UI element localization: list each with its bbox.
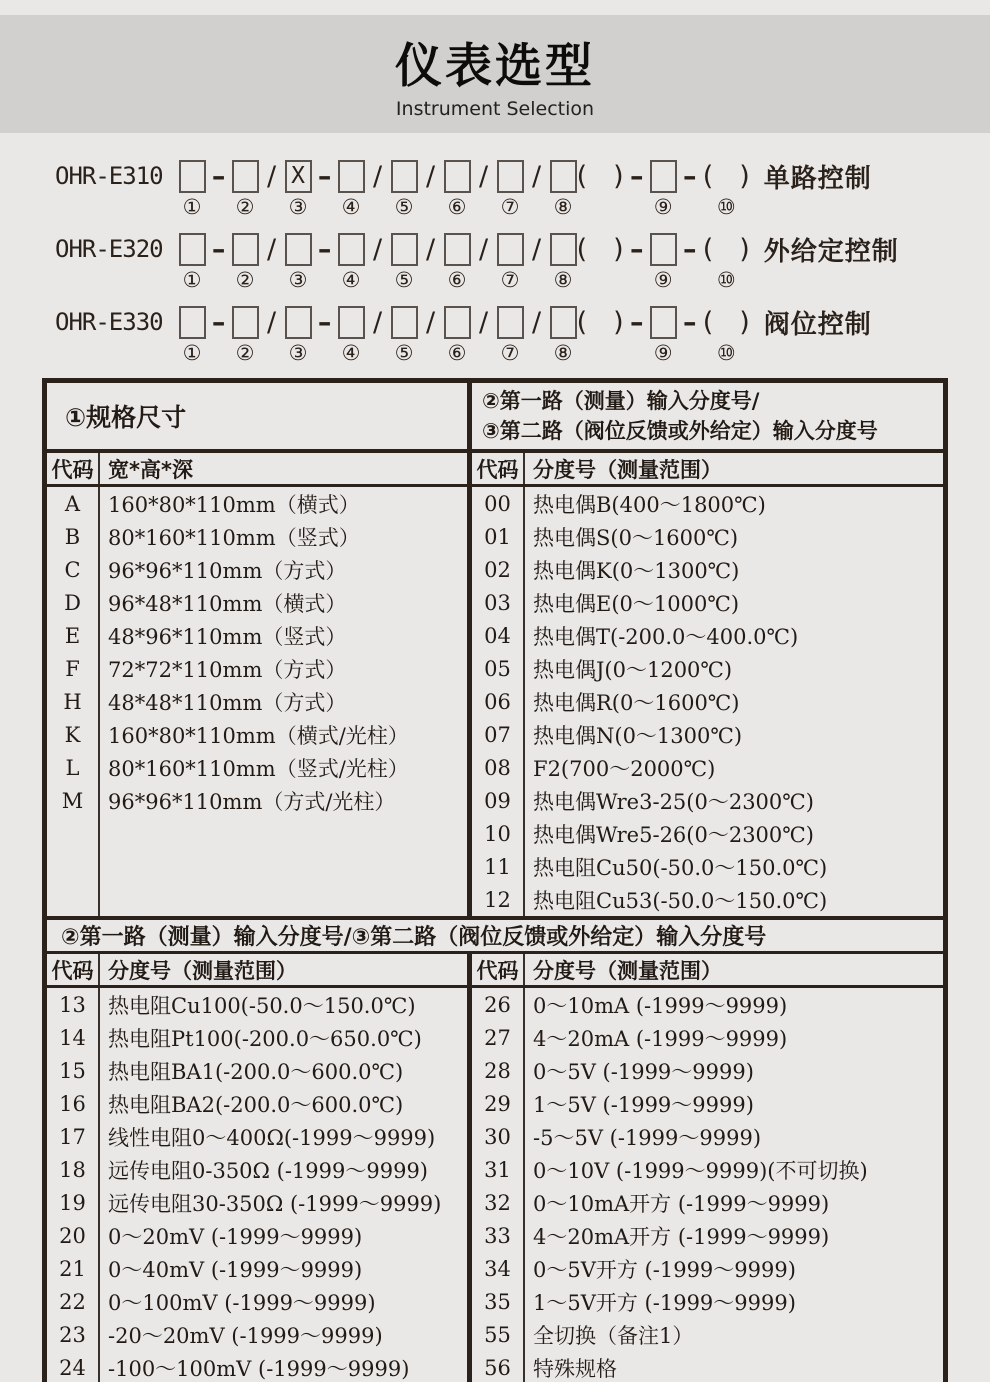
code-box-7: [497, 303, 524, 366]
dash-separator: –: [317, 306, 332, 338]
table-row: [472, 1219, 943, 1252]
slash-separator: /: [373, 306, 383, 338]
table-row: [47, 751, 467, 784]
code-box-2: [232, 157, 259, 220]
model-code-line: [55, 157, 990, 220]
division-range: 热电阻BA1(-200.0～600.0℃): [108, 1059, 404, 1084]
table-row: [472, 1252, 943, 1285]
table-row: [472, 520, 943, 553]
division-code: 32: [472, 1186, 525, 1219]
circled-number: ⑥: [447, 341, 467, 365]
code-box-4: [338, 157, 365, 220]
size-value: 96*96*110mm（方式）: [108, 558, 347, 583]
model-name: OHR-E330: [55, 308, 163, 336]
empty-filler: [47, 817, 467, 916]
paren-group: ( ): [576, 160, 624, 192]
division-range: 远传电阻30-350Ω (-1999～9999): [108, 1191, 442, 1216]
division-code: 27: [472, 1021, 525, 1054]
division-code: 34: [472, 1252, 525, 1285]
division-range: 热电阻Cu53(-50.0～150.0℃): [533, 888, 828, 913]
division-range: -100～100mV (-1999～9999): [108, 1356, 410, 1381]
table-row: [472, 586, 943, 619]
table-row: [472, 751, 943, 784]
division-range: 全切换（备注1）: [533, 1323, 694, 1348]
size-code: C: [47, 553, 100, 586]
slash-separator: /: [373, 160, 383, 192]
division-code: 06: [472, 685, 525, 718]
table-row: [472, 988, 943, 1021]
table-row: [47, 784, 467, 817]
slash-separator: /: [373, 233, 383, 265]
division-range: 热电偶J(0～1200℃): [533, 657, 733, 682]
table-row: [472, 784, 943, 817]
slash-separator: /: [532, 306, 542, 338]
slash-separator: /: [479, 306, 489, 338]
division-range: 热电偶T(-200.0～400.0℃): [533, 624, 799, 649]
division1-rows: [472, 487, 943, 916]
division-range: 0～40mV (-1999～9999): [108, 1257, 363, 1282]
division-code: 09: [472, 784, 525, 817]
division-range: 4～20mA开方 (-1999～9999): [533, 1224, 830, 1249]
subheader-row-1: [47, 453, 943, 487]
size-code: M: [47, 784, 100, 817]
division-range: 热电阻Pt100(-200.0～650.0℃): [108, 1026, 422, 1051]
division-range: 热电偶K(0～1300℃): [533, 558, 740, 583]
division-range: 0～10mA开方 (-1999～9999): [533, 1191, 830, 1216]
col-header-size: 宽*高*深: [108, 457, 193, 482]
division-range: 0～100mV (-1999～9999): [108, 1290, 376, 1315]
size-code: F: [47, 652, 100, 685]
table-row: [47, 1153, 467, 1186]
code-box-3: [285, 303, 312, 366]
paren-group-10: ( ) ⑩: [702, 160, 750, 219]
col-header-code: 代码: [47, 954, 100, 985]
table-row: [47, 619, 467, 652]
division-code: 29: [472, 1087, 525, 1120]
division-code: 56: [472, 1351, 525, 1382]
table-row: [472, 652, 943, 685]
size-code: D: [47, 586, 100, 619]
table-row: [47, 988, 467, 1021]
model-code-line: [55, 303, 990, 366]
circled-number: ①: [182, 268, 202, 292]
table-row: [47, 685, 467, 718]
table-row: [47, 520, 467, 553]
slash-separator: /: [267, 233, 277, 265]
circled-number: ⑦: [500, 268, 520, 292]
circled-number: ⑤: [394, 268, 414, 292]
division-range: 远传电阻0-350Ω (-1999～9999): [108, 1158, 428, 1183]
circled-number: ⑩: [716, 268, 736, 292]
dash-separator: –: [211, 233, 226, 265]
col-header-range: 分度号（测量范围）: [108, 958, 297, 983]
dash-separator: –: [317, 160, 332, 192]
slash-separator: /: [426, 160, 436, 192]
circled-number: ③: [288, 341, 308, 365]
division-code: 15: [47, 1054, 100, 1087]
dash-separator: –: [629, 160, 644, 192]
division-code: 14: [47, 1021, 100, 1054]
slash-separator: /: [426, 306, 436, 338]
code-box-5: [391, 230, 418, 293]
table-row: [472, 1021, 943, 1054]
circled-number: ②: [235, 341, 255, 365]
division-code: 30: [472, 1120, 525, 1153]
dash-separator: –: [211, 160, 226, 192]
division-range: 1～5V (-1999～9999): [533, 1092, 754, 1117]
table-row: [47, 1054, 467, 1087]
division-code: 08: [472, 751, 525, 784]
division-range: 0～10V (-1999～9999)(不可切换): [533, 1158, 868, 1183]
size-value: 80*160*110mm（竖式）: [108, 525, 360, 550]
code-box-7: [497, 230, 524, 293]
table-row: [472, 1153, 943, 1186]
code-box-9: [650, 157, 677, 220]
code-box-6: [444, 230, 471, 293]
division-code: 20: [47, 1219, 100, 1252]
division-range: 热电偶N(0～1300℃): [533, 723, 743, 748]
size-value: 72*72*110mm（方式）: [108, 657, 347, 682]
circled-number: ⑩: [716, 195, 736, 219]
circled-number: ⑩: [716, 341, 736, 365]
dash-separator: –: [211, 306, 226, 338]
col-header-code: 代码: [472, 453, 525, 484]
circled-number: ③: [288, 268, 308, 292]
code-box-6: [444, 303, 471, 366]
size-value: 96*96*110mm（方式/光柱）: [108, 789, 396, 814]
division-code: 16: [47, 1087, 100, 1120]
division-code: 24: [47, 1351, 100, 1382]
table-row: [472, 817, 943, 850]
table-row: [47, 553, 467, 586]
circled-number: ②: [235, 268, 255, 292]
code-box-1: [179, 157, 206, 220]
division-range: 热电阻Cu50(-50.0～150.0℃): [533, 855, 828, 880]
division-range: 0～10mA (-1999～9999): [533, 993, 788, 1018]
division-range: 0～20mV (-1999～9999): [108, 1224, 363, 1249]
division-range: F2(700～2000℃): [533, 756, 716, 781]
division-code: 28: [472, 1054, 525, 1087]
circled-number: ④: [341, 195, 361, 219]
size-value: 48*96*110mm（竖式）: [108, 624, 347, 649]
control-type-label: 外给定控制: [763, 236, 899, 267]
table-row: [472, 487, 943, 520]
division-code: 12: [472, 883, 525, 916]
col-header-range: 分度号（测量范围）: [533, 457, 722, 482]
size-code: K: [47, 718, 100, 751]
section23-banner: ②第一路（测量）输入分度号/③第二路（阀位反馈或外给定）输入分度号: [47, 916, 943, 954]
division-code: 31: [472, 1153, 525, 1186]
division-range: 热电偶Wre3-25(0～2300℃): [533, 789, 814, 814]
circled-number: ⑦: [500, 341, 520, 365]
size-value: 80*160*110mm（竖式/光柱）: [108, 756, 409, 781]
table-row: [47, 1351, 467, 1382]
dash-separator: –: [629, 233, 644, 265]
division-range: 热电阻BA2(-200.0～600.0℃): [108, 1092, 404, 1117]
circled-number: ⑨: [653, 195, 673, 219]
code-box-1: [179, 230, 206, 293]
model-code-line: [55, 230, 990, 293]
col-header-code: 代码: [47, 453, 100, 484]
table-row: [472, 1087, 943, 1120]
division-code: 55: [472, 1318, 525, 1351]
size-code-rows: [47, 487, 467, 817]
division-range: 4～20mA (-1999～9999): [533, 1026, 788, 1051]
code-box-6: [444, 157, 471, 220]
slash-separator: /: [479, 160, 489, 192]
division-range: 热电阻Cu100(-50.0～150.0℃): [108, 993, 416, 1018]
division-code: 23: [47, 1318, 100, 1351]
division-code: 03: [472, 586, 525, 619]
code-box-4: [338, 230, 365, 293]
table-row: [472, 619, 943, 652]
division-code: 19: [47, 1186, 100, 1219]
division-code: 00: [472, 487, 525, 520]
table-row: [47, 1120, 467, 1153]
circled-number: ①: [182, 341, 202, 365]
data-region-2: [47, 988, 943, 1382]
model-name: OHR-E310: [55, 162, 163, 190]
table-row: [472, 883, 943, 916]
division-range: 线性电阻0～400Ω(-1999～9999): [108, 1125, 436, 1150]
size-code: L: [47, 751, 100, 784]
division-code: 35: [472, 1285, 525, 1318]
dash-separator: –: [682, 306, 697, 338]
circled-number: ⑥: [447, 268, 467, 292]
control-type-label: 阀位控制: [763, 309, 872, 340]
division-code: 02: [472, 553, 525, 586]
table-row: [472, 1186, 943, 1219]
code-box-3: X ③: [285, 157, 312, 220]
division-range: 0～5V (-1999～9999): [533, 1059, 754, 1084]
table-row: [47, 1087, 467, 1120]
code-box-5: [391, 157, 418, 220]
table-row: [47, 652, 467, 685]
page-title: 仪表选型: [395, 38, 595, 94]
code-box-5: [391, 303, 418, 366]
section1-header: ①规格尺寸: [47, 383, 472, 449]
header-banner: [0, 15, 990, 133]
table-row: [47, 586, 467, 619]
col-header-range: 分度号（测量范围）: [533, 958, 722, 983]
division-code: 18: [47, 1153, 100, 1186]
table-row: [472, 850, 943, 883]
division-code: 05: [472, 652, 525, 685]
code-box-1: [179, 303, 206, 366]
size-code: B: [47, 520, 100, 553]
section23-header-line1: ②第一路（测量）输入分度号/: [482, 389, 760, 413]
circled-number: ⑧: [553, 195, 573, 219]
size-value: 48*48*110mm（方式）: [108, 690, 347, 715]
paren-group: ( ): [576, 306, 624, 338]
division-code: 21: [47, 1252, 100, 1285]
division-range: -5～5V (-1999～9999): [533, 1125, 762, 1150]
table-row: [47, 1318, 467, 1351]
size-value: 160*80*110mm（横式）: [108, 492, 360, 517]
division-range: 热电偶Wre5-26(0～2300℃): [533, 822, 814, 847]
division-code: 26: [472, 988, 525, 1021]
circled-number: ⑦: [500, 195, 520, 219]
division2-right-rows: [472, 988, 943, 1382]
circled-number: ⑤: [394, 341, 414, 365]
division2-left-rows: [47, 988, 467, 1382]
table-row: [472, 1120, 943, 1153]
paren-group-10: ( ) ⑩: [702, 233, 750, 292]
code-box-2: [232, 230, 259, 293]
size-code: E: [47, 619, 100, 652]
code-box-8: [550, 157, 577, 220]
circled-number: ⑧: [553, 341, 573, 365]
code-box-2: [232, 303, 259, 366]
table-row: [472, 685, 943, 718]
table-row: [472, 718, 943, 751]
division-range: 特殊规格: [533, 1356, 617, 1381]
code-box-8: [550, 230, 577, 293]
paren-group: ( ): [576, 233, 624, 265]
code-box-3: [285, 230, 312, 293]
size-value: 160*80*110mm（横式/光柱）: [108, 723, 409, 748]
code-box-8: [550, 303, 577, 366]
division-range: -20～20mV (-1999～9999): [108, 1323, 383, 1348]
table-row: [47, 718, 467, 751]
division-range: 1～5V开方 (-1999～9999): [533, 1290, 796, 1315]
dash-separator: –: [317, 233, 332, 265]
table-row: [47, 1186, 467, 1219]
selection-table: [42, 378, 948, 1382]
subheader-row-2: [47, 954, 943, 988]
section23-header-line2: ③第二路（阀位反馈或外给定）输入分度号: [482, 419, 878, 444]
table-row: [472, 1351, 943, 1382]
division-range: 热电偶S(0～1600℃): [533, 525, 739, 550]
table-row: [47, 1021, 467, 1054]
code-box-7: [497, 157, 524, 220]
code-box-4: [338, 303, 365, 366]
slash-separator: /: [479, 233, 489, 265]
table-row: [472, 1054, 943, 1087]
table-row: [472, 553, 943, 586]
table-row: [472, 1285, 943, 1318]
division-range: 热电偶R(0～1600℃): [533, 690, 740, 715]
size-value: 96*48*110mm（横式）: [108, 591, 347, 616]
model-name: OHR-E320: [55, 235, 163, 263]
dash-separator: –: [682, 160, 697, 192]
division-code: 33: [472, 1219, 525, 1252]
col-header-code: 代码: [472, 954, 525, 985]
circled-number: ⑨: [653, 268, 673, 292]
circled-number: ⑥: [447, 195, 467, 219]
slash-separator: /: [532, 233, 542, 265]
division-range: 热电偶E(0～1000℃): [533, 591, 740, 616]
circled-number: ⑧: [553, 268, 573, 292]
division-code: 22: [47, 1285, 100, 1318]
code-box-9: [650, 230, 677, 293]
control-type-label: 单路控制: [763, 163, 872, 194]
division-code: 13: [47, 988, 100, 1021]
division-range: 0～5V开方 (-1999～9999): [533, 1257, 796, 1282]
table-row: [47, 487, 467, 520]
page-subtitle: Instrument Selection: [395, 97, 595, 120]
slash-separator: /: [426, 233, 436, 265]
table-row: [47, 1252, 467, 1285]
circled-number: ④: [341, 341, 361, 365]
division-code: 17: [47, 1120, 100, 1153]
circled-number: ⑨: [653, 341, 673, 365]
code-box-9: [650, 303, 677, 366]
circled-number: ⑤: [394, 195, 414, 219]
table-header-row: [47, 383, 943, 453]
table-row: [47, 1285, 467, 1318]
slash-separator: /: [267, 306, 277, 338]
division-code: 04: [472, 619, 525, 652]
table-row: [472, 1318, 943, 1351]
data-region-1: [47, 487, 943, 916]
division-code: 11: [472, 850, 525, 883]
circled-number: ③: [288, 195, 308, 219]
circled-number: ①: [182, 195, 202, 219]
paren-group-10: ( ) ⑩: [702, 306, 750, 365]
table-row: [47, 1219, 467, 1252]
division-range: 热电偶B(400～1800℃): [533, 492, 766, 517]
division-code: 01: [472, 520, 525, 553]
division-code: 07: [472, 718, 525, 751]
division-code: 10: [472, 817, 525, 850]
dash-separator: –: [682, 233, 697, 265]
circled-number: ④: [341, 268, 361, 292]
model-code-section: [55, 157, 990, 366]
slash-separator: /: [267, 160, 277, 192]
size-code: A: [47, 487, 100, 520]
section23-header: [472, 383, 943, 449]
size-code: H: [47, 685, 100, 718]
circled-number: ②: [235, 195, 255, 219]
slash-separator: /: [532, 160, 542, 192]
dash-separator: –: [629, 306, 644, 338]
